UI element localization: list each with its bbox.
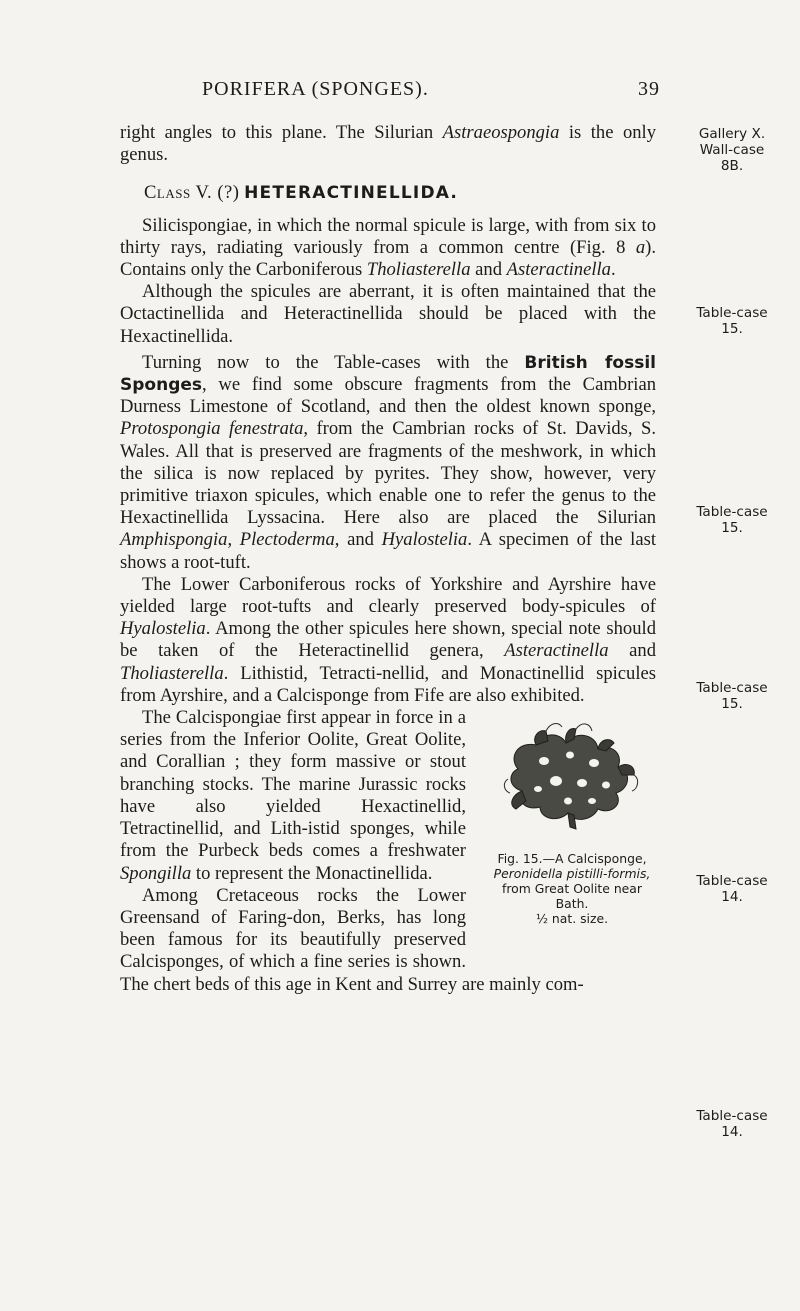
paragraph-definition: Silicispongiae, in which the normal spicule is large, with from six to thirty rays, radiating variously from a common centre (Fig. 8 a). Contains only the Carboniferous Tholiasterella and Asteractinella.: [120, 214, 656, 281]
margin-note-table-case: Table-case 15.: [696, 305, 768, 337]
figure-label: Fig. 15.—A Calcisponge,: [497, 851, 647, 867]
margin-note-table-case: Table-case 14.: [696, 1108, 768, 1140]
body-text: [120, 122, 656, 996]
margin-note-table-case: Table-case 14.: [696, 873, 768, 905]
class-heading: [120, 182, 656, 204]
figure-caption: [484, 851, 660, 926]
figure-source: from Great Oolite near Bath.: [501, 881, 642, 912]
running-head-title: PORIFERA (SPONGES).: [202, 78, 429, 100]
paragraph-calcispongiae: The Calcispongiae first appear in force in a series from the Inferior Oolite, Great Oolite, and Corallian ; they form massive or stout branching stocks. The marine Jurassic rocks have also yielded Hexactinellid, Tetractinellid, and Lith-istid sponges, while from the Purbeck beds comes a freshwater Spongilla to represent the Monactinellida.: [120, 707, 466, 884]
calcisponge-illustration: [478, 709, 662, 849]
figure-species: Peronidella pistilli-formis,: [493, 866, 651, 882]
paragraph-cretaceous: Among Cretaceous rocks the Lower Greensand of Faring-don, Berks, has long been famous for its beautifully preserved Calcisponges, of which a fine series is shown. The chert beds of this age in Kent and Surrey are mainly com-: [120, 884, 584, 995]
margin-note-table-case: Table-case 15.: [696, 504, 768, 536]
paragraph-continuation: right angles to this plane. The Silurian Astraeospongia is the only genus.: [120, 122, 656, 166]
class-name: HETERACTINELLIDA.: [244, 183, 459, 204]
figure-scale: ½ nat. size.: [535, 911, 609, 927]
paragraph-aberrant: Although the spicules are aberrant, it is often maintained that the Octactinellida and Heteractinellida should be placed with the Hexactinellida.: [120, 281, 656, 347]
margin-note-gallery: Gallery X. Wall-case 8B.: [698, 126, 766, 174]
class-label: Class V. (?): [144, 182, 240, 204]
paragraph-british-fossil: Turning now to the Table-cases with the British fossil Sponges, we find some obscure fragments from the Cambrian Durness Limestone of Scotland, and then the oldest known sponge, Protospongia fenestrata, from the Cambrian rocks of St. Davids, S. Wales. All that is preserved are fragments of the meshwork, in which the silica is now replaced by pyrites. They show, however, very primitive triaxon spicules, which enable one to refer the genus to the Hexactinellida Lyssacina. Here also are placed the Silurian Amphispongia, Plectoderma, and Hyalostelia. A specimen of the last shows a root-tuft.: [120, 351, 656, 573]
page-number: 39: [638, 78, 660, 100]
margin-note-table-case: Table-case 15.: [696, 680, 768, 712]
figure-calcisponge: [478, 709, 662, 967]
paragraph-carboniferous: The Lower Carboniferous rocks of Yorkshire and Ayrshire have yielded large root-tufts and clearly preserved body-spicules of Hyalostelia. Among the other spicules here shown, special note should be taken of the Heteractinellid genera, Asteractinella and Tholiasterella. Lithistid, Tetracti-nellid, and Monactinellid spicules from Ayrshire, and a Calcisponge from Fife are also exhibited.: [120, 573, 657, 706]
